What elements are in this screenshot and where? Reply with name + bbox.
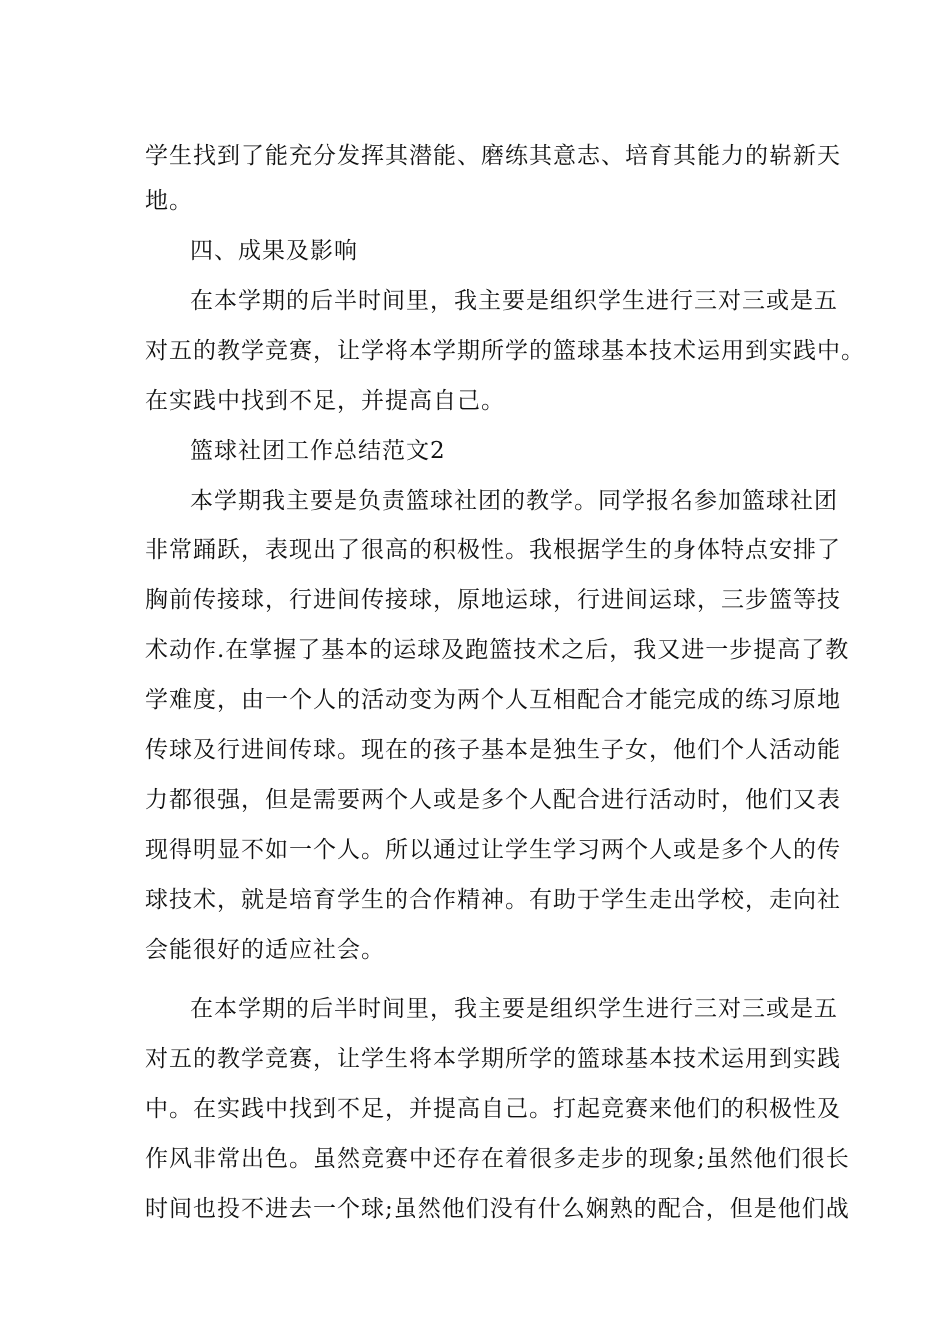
text-line: 对五的教学竞赛，让学生将本学期所学的篮球基本技术运用到实践 — [145, 1046, 841, 1072]
text-line: 力都很强，但是需要两个人或是多个人配合进行活动时，他们又表 — [145, 787, 841, 813]
text-line: 非常踊跃，表现出了很高的积极性。我根据学生的身体特点安排了 — [145, 537, 841, 563]
text-line: 地。 — [145, 188, 193, 214]
text-line: 在实践中找到不足，并提高自己。 — [145, 388, 505, 414]
text-line: 学生找到了能充分发挥其潜能、磨练其意志、培育其能力的崭新天 — [145, 143, 841, 169]
text-line: 作风非常出色。虽然竞赛中还存在着很多走步的现象;虽然他们很长 — [145, 1146, 850, 1172]
text-line: 传球及行进间传球。现在的孩子基本是独生子女，他们个人活动能 — [145, 737, 841, 763]
text-line: 时间也投不进去一个球;虽然他们没有什么娴熟的配合，但是他们战 — [145, 1196, 850, 1222]
text-line: 术动作.在掌握了基本的运球及跑篮技术之后，我又进一步提高了教 — [145, 637, 850, 663]
article-title: 篮球社团工作总结范文2 — [190, 438, 446, 464]
text-line: 中。在实践中找到不足，并提高自己。打起竞赛来他们的积极性及 — [145, 1096, 841, 1122]
text-line: 在本学期的后半时间里，我主要是组织学生进行三对三或是五 — [190, 288, 838, 314]
text-line: 会能很好的适应社会。 — [145, 937, 385, 963]
text-line: 本学期我主要是负责篮球社团的教学。同学报名参加篮球社团 — [190, 488, 838, 514]
text-line: 球技术，就是培育学生的合作精神。有助于学生走出学校，走向社 — [145, 887, 841, 913]
text-line: 现得明显不如一个人。所以通过让学生学习两个人或是多个人的传 — [145, 837, 841, 863]
text-line: 学难度，由一个人的活动变为两个人互相配合才能完成的练习原地 — [145, 687, 841, 713]
section-heading: 四、成果及影响 — [190, 238, 358, 264]
text-line: 胸前传接球，行进间传接球，原地运球，行进间运球，三步篮等技 — [145, 587, 841, 613]
text-line: 对五的教学竞赛，让学将本学期所学的篮球基本技术运用到实践中。 — [145, 338, 865, 364]
text-line: 在本学期的后半时间里，我主要是组织学生进行三对三或是五 — [190, 996, 838, 1022]
